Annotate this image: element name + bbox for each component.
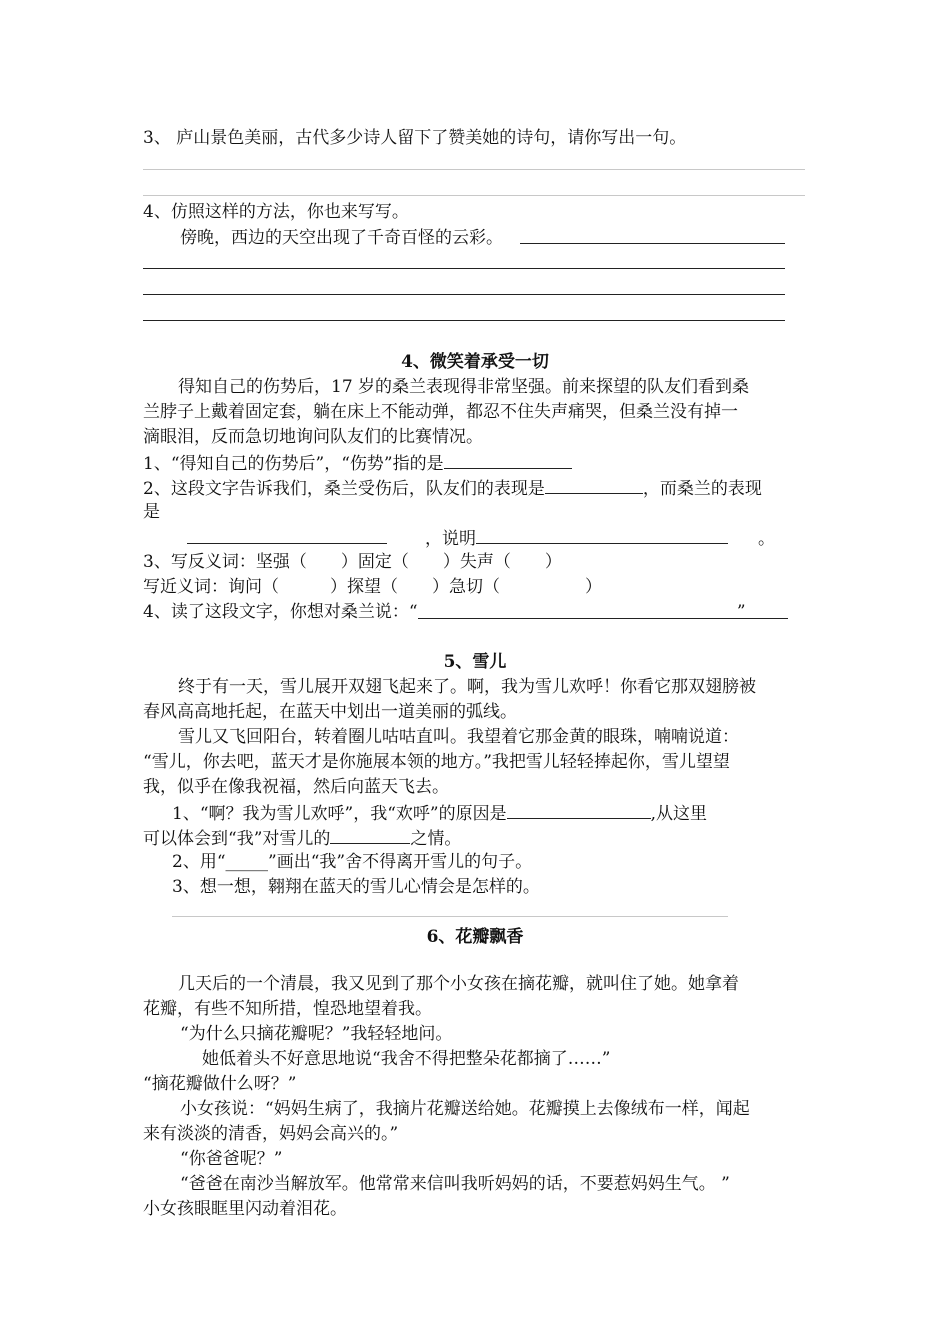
answer-line[interactable]	[143, 195, 805, 196]
question-text: 可以体会到“我”对雪儿的	[143, 829, 331, 849]
answer-line[interactable]	[143, 268, 785, 269]
paragraph-line: 花瓣，有些不知所措，惶恐地望着我。	[143, 999, 432, 1019]
paragraph-line: 雪儿又飞回阳台，转着圈儿咕咕直叫。我望着它那金黄的眼珠，喃喃说道：	[178, 727, 739, 747]
answer-blank[interactable]	[187, 525, 387, 544]
question-4-text	[143, 600, 788, 624]
paragraph-line: 几天后的一个清晨，我又见到了那个小女孩在摘花瓣，就叫住了她。她拿着	[178, 974, 739, 994]
paragraph-line: 我，似乎在像我祝福，然后向蓝天飞去。	[143, 777, 449, 797]
question-text: 之情。	[410, 829, 462, 849]
question-2-blanks	[187, 525, 775, 551]
section-5-title: 5、雪儿	[443, 652, 507, 672]
paragraph-line: 终于有一天，雪儿展开双翅飞起来了。啊，我为雪儿欢呼！你看它那双翅膀被	[178, 677, 756, 697]
paragraph-line: “你爸爸呢？”	[180, 1149, 283, 1169]
answer-blank[interactable]	[418, 600, 788, 622]
paragraph-line: 滴眼泪，反而急切地询问队友们的比赛情况。	[143, 427, 483, 447]
question-2-text: 2、用“_____”画出“我”舍不得离开雪儿的句子。	[172, 852, 533, 872]
answer-blank[interactable]	[545, 475, 643, 494]
question-text: 1、“啊？我为雪儿欢呼”，我“欢呼”的原因是	[172, 804, 507, 824]
question-text: 1、“得知自己的伤势后”，“伤势”指的是	[143, 454, 444, 474]
paragraph-line: “为什么只摘花瓣呢？”我轻轻地问。	[180, 1024, 453, 1044]
question-4-text: 4、仿照这样的方法，你也来写写。	[143, 202, 409, 222]
section-6-title: 6、花瓣飘香	[426, 927, 524, 947]
question-2-continued: 是	[143, 502, 160, 522]
answer-line[interactable]	[143, 169, 805, 170]
paragraph-line: “雪儿，你去吧，蓝天才是你施展本领的地方。”我把雪儿轻轻捧起你，雪儿望望	[143, 752, 730, 772]
question-text: 2、这段文字告诉我们，桑兰受伤后，队友们的表现是	[143, 479, 545, 499]
paragraph-line: 小女孩眼眶里闪动着泪花。	[143, 1199, 347, 1219]
paragraph-line: 兰脖子上戴着固定套，躺在床上不能动弹，都忍不住失声痛哭，但桑兰没有掉一	[143, 402, 738, 422]
answer-blank[interactable]	[507, 800, 651, 819]
answer-line[interactable]	[172, 916, 728, 917]
paragraph-line: 来有淡淡的清香，妈妈会高兴的。”	[143, 1124, 399, 1144]
question-2-text	[143, 475, 762, 501]
paragraph-line: 她低着头不好意思地说“我舍不得把整朵花都摘了……”	[202, 1049, 611, 1069]
question-4-prompt: 傍晚，西边的天空出现了千奇百怪的云彩。	[180, 228, 503, 248]
question-3-antonyms: 3、写反义词：坚强（ ）固定（ ）失声（ ）	[143, 552, 562, 572]
question-3-text: 3、 庐山景色美丽，古代多少诗人留下了赞美她的诗句，请你写出一句。	[143, 128, 687, 148]
question-1-continued	[143, 825, 461, 851]
answer-blank[interactable]	[476, 525, 728, 544]
question-1-text	[143, 450, 572, 476]
answer-line[interactable]	[143, 294, 785, 295]
question-text: ，而桑兰的表现	[642, 479, 762, 499]
paragraph-line: 小女孩说：“妈妈生病了，我摘片花瓣送给她。花瓣摸上去像绒布一样，闻起	[180, 1099, 750, 1119]
question-text: 4、读了这段文字，你想对桑兰说：“	[143, 602, 418, 622]
question-3-text: 3、想一想，翱翔在蓝天的雪儿心情会是怎样的。	[172, 877, 540, 897]
closing-quote: ”	[736, 602, 746, 622]
answer-line[interactable]	[520, 243, 785, 244]
question-text: ,从这里	[650, 804, 707, 824]
paragraph-line: “摘花瓣做什么呀？”	[143, 1074, 297, 1094]
answer-line[interactable]	[143, 320, 785, 321]
answer-blank[interactable]	[330, 825, 410, 844]
question-1-text	[172, 800, 707, 826]
question-text: 。	[758, 529, 775, 549]
question-3-synonyms: 写近义词：询问（ ）探望（ ）急切（ ）	[143, 577, 602, 597]
question-text: ，说明	[425, 529, 476, 549]
paragraph-line: 得知自己的伤势后，17 岁的桑兰表现得非常坚强。前来探望的队友们看到桑	[178, 377, 750, 397]
answer-blank[interactable]	[444, 450, 572, 469]
paragraph-line: “爸爸在南沙当解放军。他常常来信叫我听妈妈的话，不要惹妈妈生气。 ”	[180, 1174, 730, 1194]
section-4-title: 4、微笑着承受一切	[401, 352, 549, 372]
paragraph-line: 春风高高地托起，在蓝天中划出一道美丽的弧线。	[143, 702, 517, 722]
